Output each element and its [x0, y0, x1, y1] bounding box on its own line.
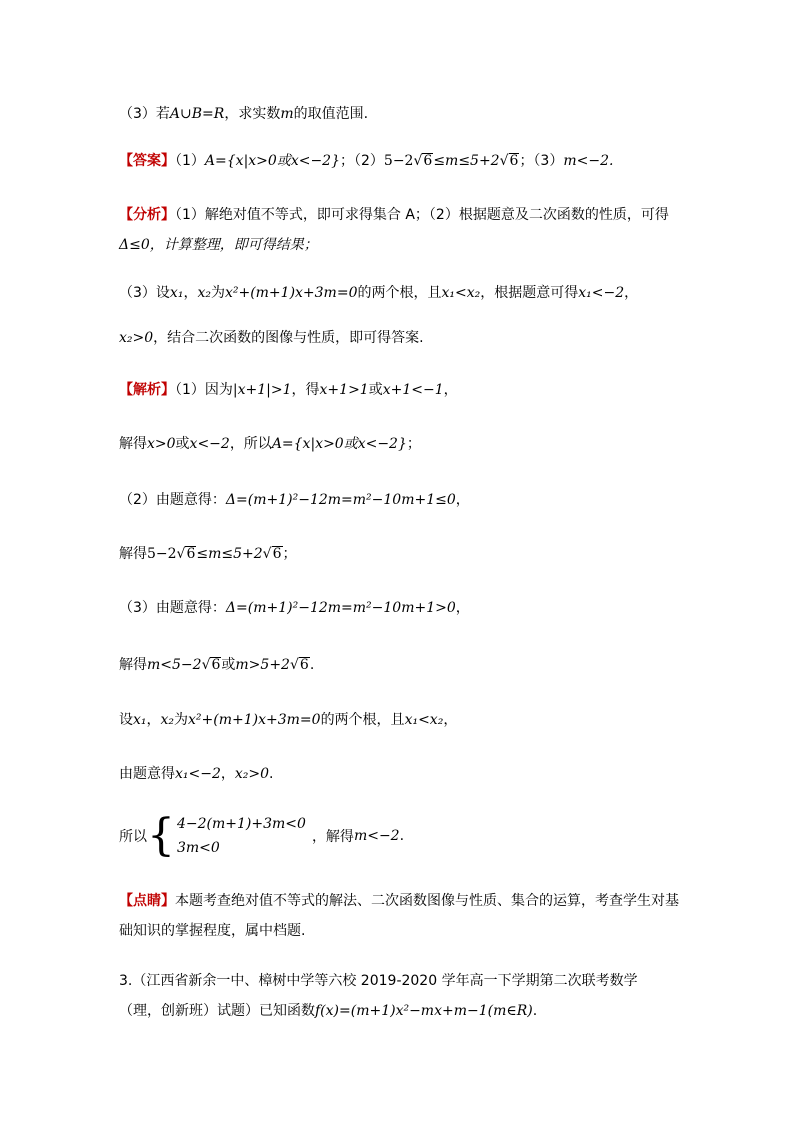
- analysis-x2: x₂: [197, 285, 211, 301]
- sol-math: x₂: [160, 712, 175, 728]
- sol-text: 由题意得: [119, 766, 175, 782]
- sol-radicand: 6: [299, 657, 309, 673]
- analysis-text-3e: ，根据题意可得: [480, 285, 579, 301]
- inequality-system: [177, 812, 306, 860]
- answer-part1-label: （1）: [175, 153, 205, 169]
- sqrt-symbol: √: [262, 546, 272, 562]
- sol-text: ，: [146, 712, 161, 728]
- analysis-inequality: x₁<x₂: [441, 285, 481, 301]
- solution-line-4: [119, 544, 297, 564]
- answer-tag: 【答案】: [119, 153, 175, 169]
- sqrt-symbol: √: [289, 657, 299, 673]
- analysis-text-3c: 为: [210, 285, 225, 301]
- answer-part1-math: A={x|x>0或x<−2}: [204, 153, 340, 169]
- solution-line-6: [119, 655, 314, 675]
- sol-text: ，所以: [229, 436, 272, 452]
- sol-text: ，: [455, 600, 470, 616]
- system-row-1: 4−2(m+1)+3m<0: [177, 816, 306, 832]
- sol-math: x²+(m+1)x+3m=0: [188, 712, 321, 728]
- sol-text: 或: [175, 436, 190, 452]
- sol-math: 5−2: [147, 546, 177, 562]
- analysis-part3-cont: [119, 328, 424, 348]
- sol-text: ，解得: [311, 829, 354, 845]
- sol-text: 为: [174, 712, 189, 728]
- analysis-text-3d: 的两个根，且: [357, 285, 442, 301]
- problem-function: f(x)=(m+1)x²−mx+m−1(m∈R): [315, 1003, 533, 1019]
- problem-number: 3.: [119, 973, 133, 989]
- sol-text: （2）由题意得：: [119, 492, 226, 508]
- solution-line-7: [119, 710, 457, 730]
- analysis-text-3a: （3）设: [119, 285, 170, 301]
- sol-math: m<−2: [353, 828, 400, 844]
- comment-block: [119, 886, 679, 946]
- answer-part2-radicand-2: 6: [509, 153, 519, 169]
- sol-math: x+1<−1: [382, 382, 444, 398]
- analysis-text-3f: ，: [624, 285, 639, 301]
- sol-text: 解得: [119, 546, 147, 562]
- q3-text: （3）若: [119, 106, 170, 122]
- sol-math: x>0: [147, 436, 176, 452]
- sol-radicand: 6: [272, 546, 282, 562]
- sqrt-symbol: √: [499, 153, 509, 169]
- sol-math: x+1>1: [319, 382, 369, 398]
- sol-math: Δ=(m+1)²−12m=m²−10m+1>0: [225, 600, 456, 616]
- analysis-condition-1: x₁<−2: [578, 285, 625, 301]
- sol-text: 的两个根，且: [320, 712, 405, 728]
- sol-math: m>5+2: [235, 657, 290, 673]
- sol-text: 或: [221, 657, 236, 673]
- sol-text: 所以: [119, 829, 147, 845]
- comment-tag: 【点睛】: [119, 893, 175, 909]
- sol-text: ，得: [291, 382, 320, 398]
- left-brace: {: [147, 810, 175, 861]
- sol-text: 设: [119, 712, 133, 728]
- solution-line-8: [119, 764, 274, 784]
- analysis-text-2: Δ≤0，计算整理，即可得结果；: [119, 237, 318, 253]
- sol-text: ，: [220, 766, 235, 782]
- solution-system: [119, 812, 404, 860]
- answer-part2-radicand-1: 6: [423, 153, 433, 169]
- analysis-equation: x²+(m+1)x+3m=0: [224, 285, 358, 301]
- sol-math: x₂>0: [234, 766, 270, 782]
- sol-text: .: [269, 766, 274, 782]
- answer-line: [119, 151, 613, 171]
- sol-text: （1）因为: [175, 382, 233, 398]
- analysis-x1: x₁: [169, 285, 184, 301]
- q3-text-2: ，求实数: [224, 106, 281, 122]
- comment-text: 本题考查绝对值不等式的解法、二次函数图像与性质、集合的运算，考查学生对基础知识的掌握程度，属中档题.: [119, 893, 679, 939]
- sol-text: ，: [443, 382, 458, 398]
- analysis-tag: 【分析】: [119, 207, 175, 223]
- solution-line-2: [119, 434, 421, 454]
- analysis-block: [119, 200, 679, 260]
- analysis-text-1: （1）解绝对值不等式，即可求得集合 A；（2）根据题意及二次函数的性质，可得: [175, 207, 669, 223]
- question-3-prompt: [119, 104, 368, 124]
- solution-line-1: [119, 380, 458, 400]
- solution-tag: 【解析】: [119, 382, 175, 398]
- answer-part2-math-b: ≤m≤5+2: [433, 153, 500, 169]
- answer-part3-math: m<−2.: [563, 153, 614, 169]
- sol-math: x<−2: [189, 436, 230, 452]
- sol-text: .: [309, 657, 315, 673]
- problem-end: .: [532, 1003, 538, 1019]
- sol-math: |x+1|>1: [232, 382, 292, 398]
- sol-text: .: [399, 828, 405, 844]
- solution-line-5: [119, 598, 470, 618]
- sqrt-symbol: √: [413, 153, 423, 169]
- q3-text-3: 的取值范围.: [293, 106, 369, 122]
- sol-math: x₁<−2: [175, 766, 221, 782]
- solution-line-3: [119, 490, 470, 510]
- problem-3: [119, 966, 679, 1026]
- sol-text: ；: [406, 436, 421, 452]
- sol-math: ≤m≤5+2: [196, 546, 263, 562]
- sqrt-symbol: √: [176, 546, 186, 562]
- sol-math: A={x|x>0或x<−2}: [271, 436, 407, 452]
- answer-part2-label: ；（2）: [340, 153, 384, 169]
- analysis-condition-2: x₂>0: [119, 330, 154, 346]
- sol-text: （3）由题意得：: [119, 600, 226, 616]
- sol-radicand: 6: [211, 657, 221, 673]
- sqrt-symbol: √: [201, 657, 211, 673]
- sol-text: ，: [443, 712, 458, 728]
- sol-text: 解得: [119, 436, 147, 452]
- analysis-text-4: ，结合二次函数的图像与性质，即可得答案.: [153, 330, 424, 346]
- q3-var: m: [280, 106, 294, 122]
- sol-math: Δ=(m+1)²−12m=m²−10m+1≤0: [225, 492, 456, 508]
- q3-math: A∪B=R: [169, 106, 225, 122]
- analysis-text-3b: ，: [183, 285, 198, 301]
- problem-source: （江西省新余一中、樟树中学等六校 2019-2020 学年高一下学期第二次联考数学（理，创新班）试题）已知函数: [119, 973, 638, 1019]
- sol-math: x₁: [133, 712, 147, 728]
- sol-radicand: 6: [186, 546, 196, 562]
- answer-part3-label: ；（3）: [519, 153, 564, 169]
- analysis-part3: [119, 283, 638, 303]
- sol-text: ，: [455, 492, 470, 508]
- sol-text: ；: [282, 546, 297, 562]
- answer-part2-math-a: 5−2: [383, 153, 414, 169]
- sol-text: 解得: [119, 657, 147, 673]
- sol-math: m<5−2: [147, 657, 202, 673]
- system-row-2: 3m<0: [177, 840, 220, 856]
- sol-text: 或: [368, 382, 383, 398]
- sol-math: x₁<x₂: [404, 712, 444, 728]
